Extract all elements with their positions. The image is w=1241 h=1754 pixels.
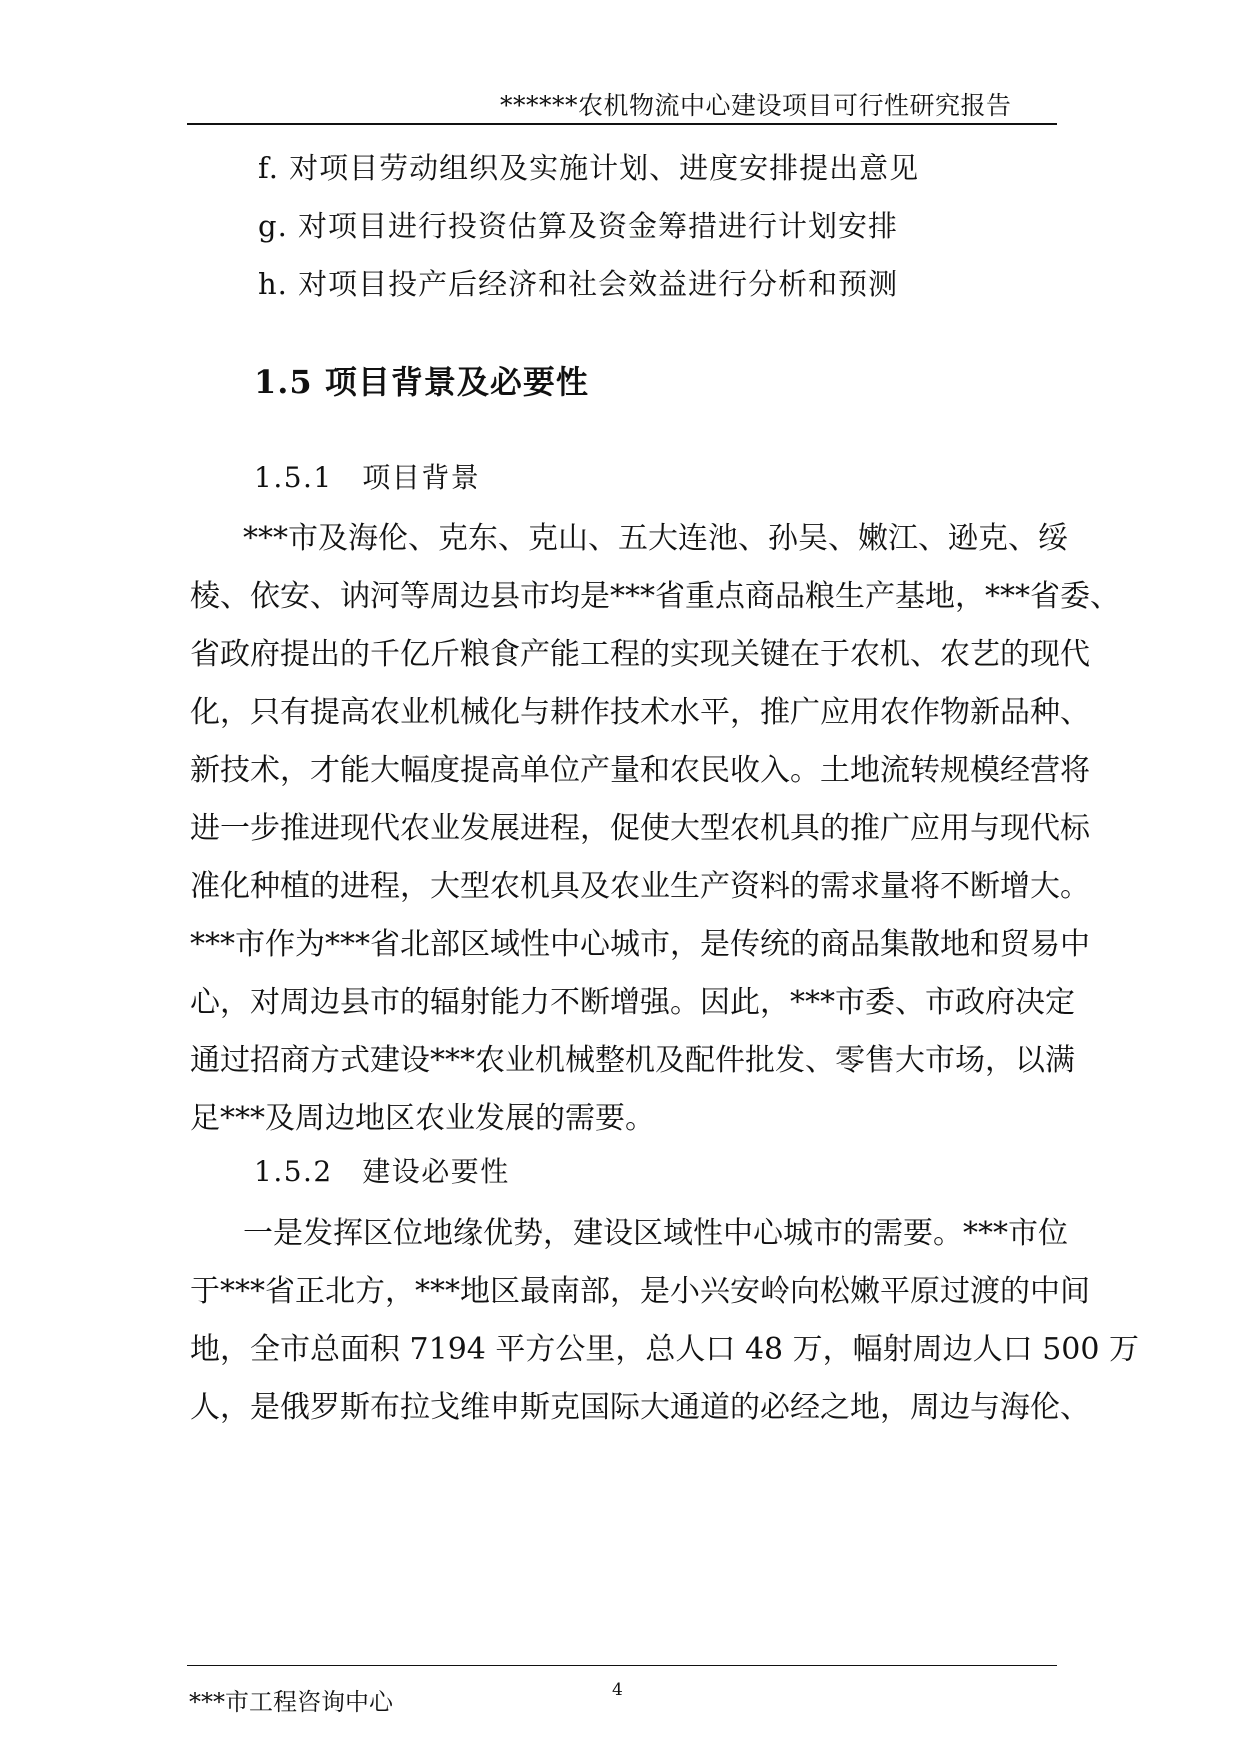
list-item: g. 对项目进行投资估算及资金筹措进行计划安排: [258, 209, 899, 243]
paragraph-line: 人，是俄罗斯布拉戈维申斯克国际大通道的必经之地，周边与海伦、: [190, 1390, 1090, 1425]
paragraph-line: 棱、依安、讷河等周边县市均是***省重点商品粮生产基地，***省委、: [190, 579, 1120, 614]
footer-rule: [187, 1665, 1057, 1666]
footer-org: ***市工程咨询中心: [189, 1688, 393, 1716]
section-heading: 1.5 项目背景及必要性: [254, 363, 589, 401]
header-rule: [187, 123, 1057, 125]
paragraph-line: 准化种植的进程，大型农机具及农业生产资料的需求量将不断增大。: [190, 869, 1090, 904]
paragraph-line: 新技术，才能大幅度提高单位产量和农民收入。土地流转规模经营将: [190, 753, 1090, 788]
paragraph-line: 省政府提出的千亿斤粮食产能工程的实现关键在于农机、农艺的现代: [190, 637, 1090, 672]
subsection-heading: 1.5.2 建设必要性: [254, 1155, 510, 1188]
list-item: f. 对项目劳动组织及实施计划、进度安排提出意见: [258, 151, 920, 185]
paragraph-line: 化，只有提高农业机械化与耕作技术水平，推广应用农作物新品种、: [190, 695, 1090, 730]
paragraph-line: 于***省正北方，***地区最南部，是小兴安岭向松嫩平原过渡的中间: [190, 1274, 1090, 1309]
subsection-heading: 1.5.1 项目背景: [254, 461, 481, 494]
paragraph-line: 足***及周边地区农业发展的需要。: [190, 1101, 655, 1136]
paragraph-line: 进一步推进现代农业发展进程，促使大型农机具的推广应用与现代标: [190, 811, 1090, 846]
paragraph-line: 心，对周边县市的辐射能力不断增强。因此，***市委、市政府决定: [190, 985, 1075, 1020]
paragraph-line: 一是发挥区位地缘优势，建设区域性中心城市的需要。***市位: [243, 1216, 1068, 1251]
header-title: ******农机物流中心建设项目可行性研究报告: [500, 91, 1012, 120]
paragraph-line: 地，全市总面积 7194 平方公里，总人口 48 万，幅射周边人口 500 万: [190, 1332, 1139, 1367]
paragraph-line: ***市作为***省北部区域性中心城市，是传统的商品集散地和贸易中: [190, 927, 1090, 962]
list-item: h. 对项目投产后经济和社会效益进行分析和预测: [258, 267, 899, 301]
paragraph-line: ***市及海伦、克东、克山、五大连池、孙吴、嫩江、逊克、绥: [243, 521, 1068, 556]
paragraph-line: 通过招商方式建设***农业机械整机及配件批发、零售大市场，以满: [190, 1043, 1075, 1078]
page-number: 4: [612, 1680, 623, 1700]
